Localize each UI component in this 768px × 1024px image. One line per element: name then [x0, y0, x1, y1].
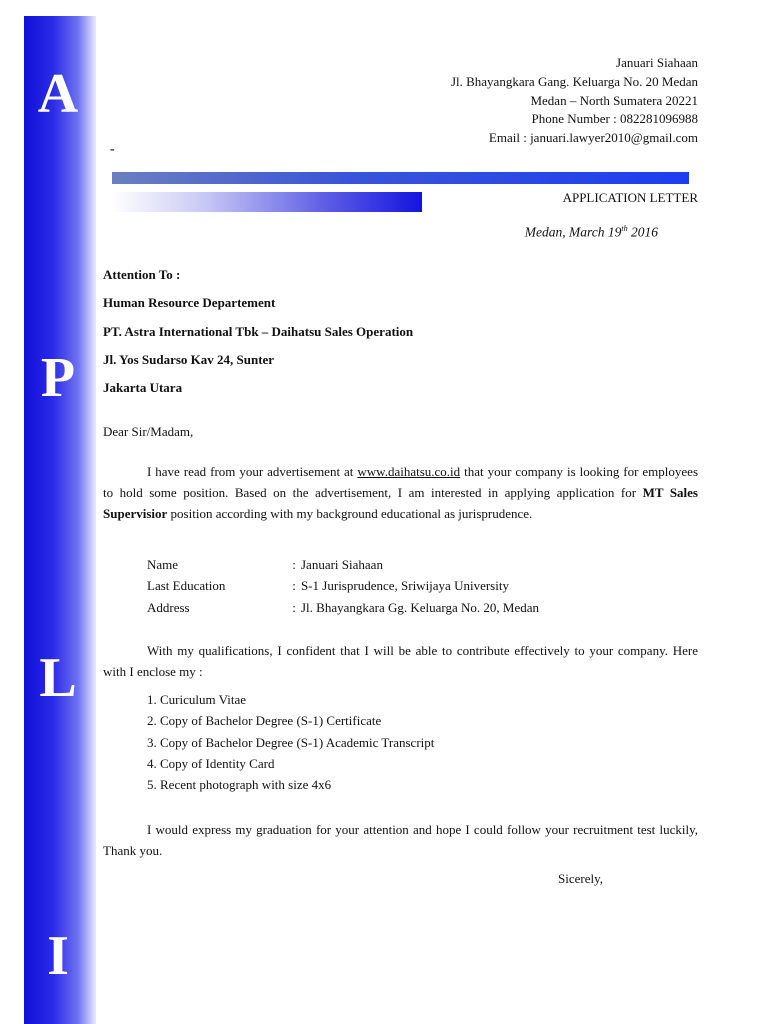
sender-block [451, 54, 698, 148]
recipient-attention: Attention To : [103, 267, 181, 282]
list-item: 2. Copy of Bachelor Degree (S-1) Certificate [147, 713, 382, 729]
sender-name: Januari Siahaan [616, 55, 698, 70]
paragraph-intro [103, 461, 698, 524]
date-suffix: th [621, 224, 628, 233]
recipient-dept: Human Resource Departement [103, 295, 276, 311]
para2-text: With my qualifications, I confident that I will be able to contribute effectively to your company. Here with I enclose my : [103, 643, 698, 679]
detail-label: Address [147, 599, 190, 615]
detail-label: Name [147, 557, 179, 572]
detail-row-name [147, 554, 539, 575]
applicant-details [147, 554, 539, 618]
sidebar-letter-a: A [37, 63, 79, 125]
list-item: 4. Copy of Identity Card [147, 755, 275, 771]
detail-value: Jl. Bhayangkara Gg. Keluarga No. 20, Medan [301, 599, 540, 615]
para1-text-b: that your company is looking for employees to hold some position. Based on the advertisement, I am interested in applying application for [103, 464, 699, 500]
letter-date [525, 224, 658, 241]
list-item: 3. Copy of Bachelor Degree (S-1) Academic Transcript [147, 734, 435, 750]
salutation: Dear Sir/Madam, [103, 424, 194, 439]
sidebar-letter-l: L [39, 647, 77, 709]
enclosure-list [147, 689, 434, 795]
recipient-city: Jakarta Utara [103, 380, 183, 396]
dash-mark: - [110, 142, 115, 157]
para3-text: I would express my graduation for your attention and hope I could follow your recruitment test luckily, Thank you. [103, 822, 698, 858]
detail-value: Januari Siahaan [301, 557, 383, 572]
detail-colon: : [292, 557, 296, 572]
detail-colon: : [292, 578, 296, 594]
letter-heading: APPLICATION LETTER [562, 190, 698, 205]
closing-sign-off: Sicerely, [558, 871, 603, 886]
date-text: Medan, March 19 [524, 224, 622, 240]
position-title: MT Sales Supervisior [103, 485, 698, 521]
detail-label: Last Education [147, 578, 226, 594]
detail-colon: : [292, 599, 296, 615]
header-gradient-bar [112, 192, 422, 212]
sender-city: Medan – North Sumatera 20221 [530, 92, 698, 108]
sender-email: Email : januari.lawyer2010@gmail.com [488, 130, 698, 146]
date-year: 2016 [627, 224, 658, 240]
sidebar-letter-p: P [40, 347, 76, 409]
detail-row-education [147, 575, 539, 596]
detail-row-address [147, 597, 539, 618]
header-rule-bar [112, 172, 689, 184]
advertisement-link[interactable]: www.daihatsu.co.id [357, 464, 461, 479]
list-item: 5. Recent photograph with size 4x6 [147, 777, 332, 793]
list-item: 1. Curiculum Vitae [147, 692, 246, 707]
para1-text-a: I have read from your advertisement at [147, 464, 358, 479]
decorative-sidebar [24, 16, 96, 1024]
recipient-street: Jl. Yos Sudarso Kav 24, Sunter [103, 351, 275, 367]
paragraph-qualifications [103, 640, 698, 682]
para1-text-c: position according with my background educational as jurisprudence. [167, 506, 533, 521]
sender-address: Jl. Bhayangkara Gang. Keluarga No. 20 Medan [450, 73, 698, 89]
detail-value: S-1 Jurisprudence, Sriwijaya University [301, 578, 509, 594]
recipient-company: PT. Astra International Tbk – Daihatsu Sales Operation [103, 323, 414, 339]
recipient-block [103, 261, 413, 402]
sidebar-letter-i: I [47, 925, 69, 987]
sender-phone: Phone Number : 082281096988 [531, 111, 698, 127]
paragraph-closing [103, 819, 698, 861]
